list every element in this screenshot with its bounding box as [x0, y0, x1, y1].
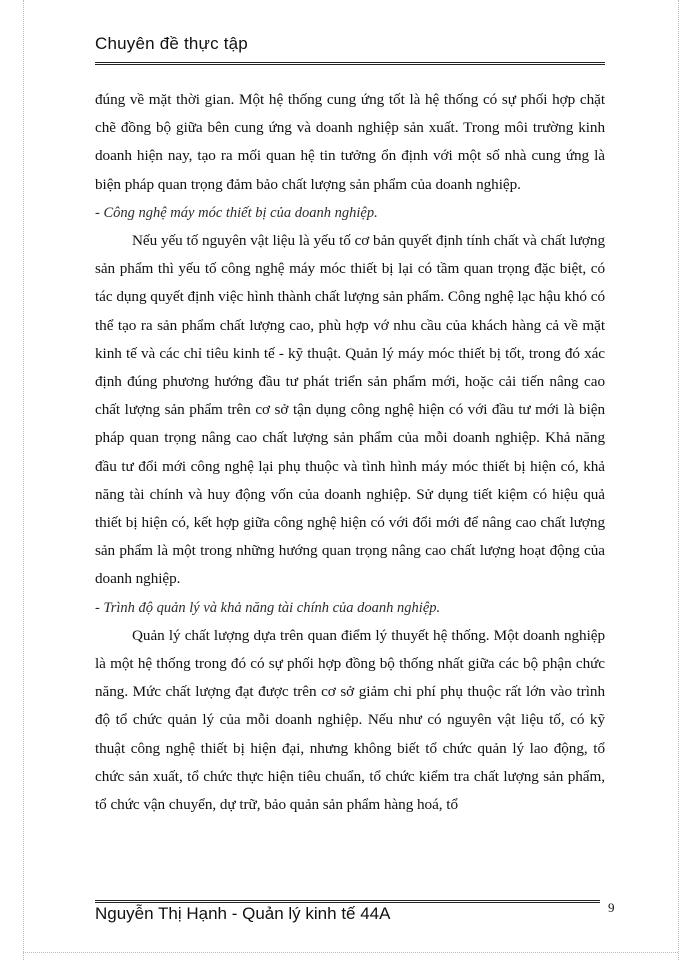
page-frame-bottom — [23, 952, 678, 953]
page-footer-author: Nguyễn Thị Hạnh - Quản lý kinh tế 44A — [95, 904, 391, 923]
document-body — [95, 86, 605, 819]
page-frame-right — [678, 0, 679, 960]
paragraph-supply: đúng về mặt thời gian. Một hệ thống cung ứng tốt là hệ thống có sự phối hợp chặt chẽ đồng bộ giữa bên cung ứng và doanh nghiệp sản xuất. Trong môi trường kinh doanh hiện nay, tạo ra mối quan hệ tin tưởng ổn định với một số nhà cung ứng là biện pháp quan trọng đảm bảo chất lượng sản phẩm của doanh nghiệp. — [95, 91, 605, 193]
page-header: Chuyên đề thực tập — [95, 34, 248, 53]
page-frame-left — [23, 0, 24, 960]
footer-rule — [95, 900, 600, 901]
header-rule-double — [95, 64, 605, 65]
header-rule — [95, 62, 605, 63]
paragraph-management: Quản lý chất lượng dựa trên quan điểm lý thuyết hệ thống. Một doanh nghiệp là một hệ thống trong đó có sự phối hợp đồng bộ thống nhất giữa các bộ phận chức năng. Mức chất lượng đạt được trên cơ sở giảm chi phí phụ thuộc rất lớn vào trình độ tổ chức quản lý của mỗi doanh nghiệp. Nếu như có nguyên vật liệu tố, có kỹ thuật công nghệ thiết bị hiện đại, nhưng không biết tổ chức quản lý lao động, tổ chức sản xuất, tổ chức thực hiện tiêu chuẩn, tổ chức kiểm tra chất lượng sản phẩm, tổ chức vận chuyển, dự trữ, bảo quản sản phẩm hàng hoá, tổ — [95, 626, 605, 814]
paragraph-technology: Nếu yếu tố nguyên vật liệu là yếu tố cơ bản quyết định tính chất và chất lượng sản phẩm thì yếu tố công nghệ máy móc thiết bị lại có tầm quan trọng đặc biệt, có tác dụng quyết định việc hình thành chất lượng sản phẩm. Công nghệ lạc hậu khó có thể tạo ra sản phẩm chất lượng cao, phù hợp vớ nhu cầu của khách hàng cả về mặt kinh tế và các chỉ tiêu kinh tế - kỹ thuật. Quản lý máy móc thiết bị tốt, trong đó xác định đúng phương hướng đầu tư phát triển sản phẩm mới, hoặc cải tiến nâng cao chất lượng sản phẩm trên cơ sở tận dụng công nghệ hiện có với đầu tư mới là biện pháp quan trọng nâng cao chất lượng sản phẩm của mỗi doanh nghiệp. Khả năng đầu tư đổi mới công nghệ lại phụ thuộc và tình hình máy móc thiết bị hiện có, khả năng tài chính và huy động vốn của doanh nghiệp. Sử dụng tiết kiệm có hiệu quả thiết bị hiện có, kết hợp giữa công nghệ hiện có với đổi mới để nâng cao chất lượng sản phẩm là một trong những hướng quan trọng nâng cao chất lượng hoạt động của doanh nghiệp. — [95, 232, 605, 588]
subheading-technology: - Công nghệ máy móc thiết bị của doanh nghiệp. — [95, 204, 378, 221]
page-number: 9 — [608, 900, 615, 915]
subheading-management: - Trình độ quản lý và khả năng tài chính của doanh nghiệp. — [95, 599, 441, 616]
footer-rule-double — [95, 902, 600, 903]
